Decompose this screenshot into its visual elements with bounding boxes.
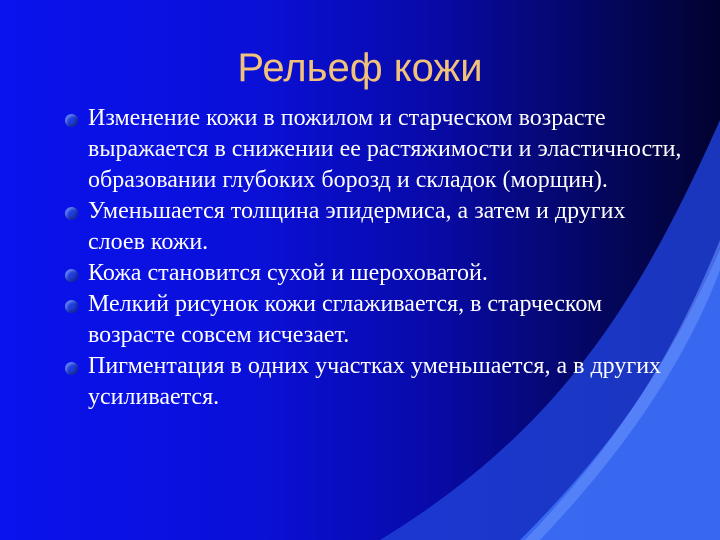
bullet-item (62, 103, 682, 196)
bullet-dot-icon (65, 269, 78, 282)
bullet-text: Пигментация в одних участках уменьшается, а в других усиливается. (88, 353, 662, 410)
bullet-list (62, 103, 682, 413)
bullet-text: Кожа становится сухой и шероховатой. (88, 260, 488, 286)
bullet-item (62, 289, 682, 351)
bullet-dot-icon (65, 207, 78, 220)
bullet-text: Мелкий рисунок кожи сглаживается, в старческом возрасте совсем исчезает. (88, 291, 603, 348)
bullet-item (62, 196, 682, 258)
bullet-item (62, 258, 682, 289)
bullet-dot-icon (65, 362, 78, 375)
bullet-text: Изменение кожи в пожилом и старческом возрасте выражается в снижении ее растяжимости и эластичности, образовании глубоких борозд и складок (морщин). (88, 105, 682, 193)
bullet-dot-icon (65, 114, 78, 127)
bullet-item (62, 351, 682, 413)
bullet-text: Уменьшается толщина эпидермиса, а затем и других слоев кожи. (88, 198, 626, 255)
bullet-dot-icon (65, 300, 78, 313)
slide-title: Рельеф кожи (237, 46, 483, 90)
